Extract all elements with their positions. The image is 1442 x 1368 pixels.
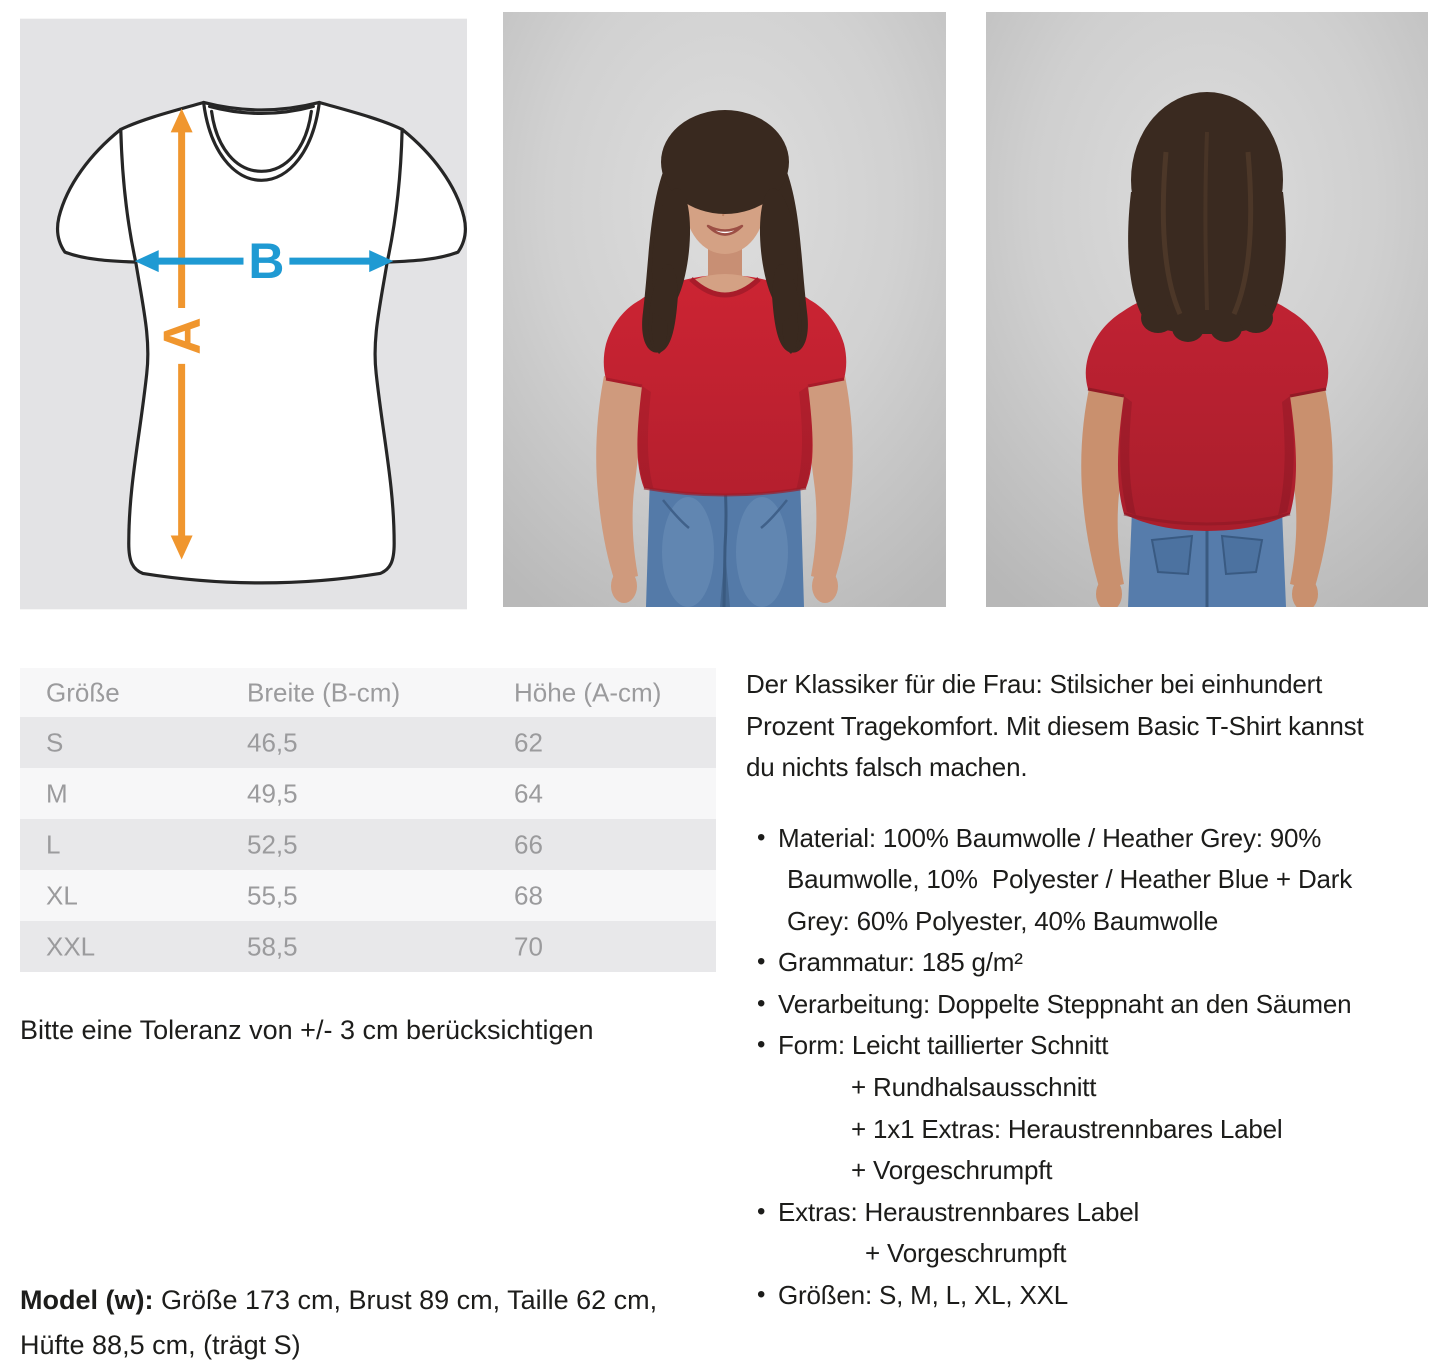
cell-height: 66 bbox=[514, 829, 543, 859]
cell-width: 52,5 bbox=[247, 829, 298, 859]
size-table bbox=[20, 668, 716, 972]
model-info-values: Größe 173 cm, Brust 89 cm, Taille 62 cm, bbox=[153, 1285, 658, 1315]
table-row-xl bbox=[20, 870, 716, 921]
cell-size: M bbox=[46, 778, 68, 808]
cell-size: XL bbox=[46, 880, 78, 910]
cell-size: XXL bbox=[46, 931, 96, 961]
cell-width: 55,5 bbox=[247, 880, 298, 910]
description-line: Grey: 60% Polyester, 40% Baumwolle bbox=[787, 906, 1219, 936]
description-line: + Rundhalsausschnitt bbox=[851, 1072, 1097, 1102]
model-info bbox=[20, 1278, 657, 1368]
product-description bbox=[746, 663, 1436, 1323]
hair-back bbox=[1128, 92, 1286, 342]
model-back-illustration bbox=[986, 12, 1428, 607]
hand-right bbox=[812, 569, 838, 603]
col-header-size: Größe bbox=[46, 677, 120, 707]
cell-width: 46,5 bbox=[247, 727, 298, 757]
description-line: + Vorgeschrumpft bbox=[865, 1238, 1067, 1268]
label-a: A bbox=[152, 317, 211, 355]
table-row-m bbox=[20, 768, 716, 819]
description-line: Der Klassiker für die Frau: Stilsicher bei einhundert bbox=[746, 669, 1323, 699]
label-b: B bbox=[248, 233, 285, 290]
cell-height: 62 bbox=[514, 727, 543, 757]
cell-height: 68 bbox=[514, 880, 543, 910]
description-line: Baumwolle, 10% Polyester / Heather Blue + Dark bbox=[787, 864, 1353, 894]
bullet-dot: • bbox=[757, 1281, 766, 1308]
model-front-illustration bbox=[503, 12, 946, 607]
cell-height: 64 bbox=[514, 778, 543, 808]
cell-height: 70 bbox=[514, 931, 543, 961]
cell-size: S bbox=[46, 727, 64, 757]
cell-width: 58,5 bbox=[247, 931, 298, 961]
tolerance-note: Bitte eine Toleranz von +/- 3 cm berücksichtigen bbox=[20, 1015, 594, 1045]
hand-left bbox=[611, 569, 637, 603]
description-bullet-grammatur: • Grammatur: 185 g/m² bbox=[746, 941, 1436, 983]
model-info-label: Model (w): bbox=[20, 1285, 154, 1315]
back-pocket-right bbox=[1222, 536, 1262, 574]
red-tshirt-front bbox=[604, 274, 847, 495]
description-line: + 1x1 Extras: Heraustrennbares Label bbox=[851, 1114, 1283, 1144]
bullet-dot: • bbox=[757, 824, 766, 851]
description-bullet-groessen: • Größen: S, M, L, XL, XXL bbox=[746, 1274, 1436, 1316]
col-header-width: Breite (B-cm) bbox=[247, 677, 401, 707]
bullet-dot: • bbox=[757, 948, 766, 975]
table-row-s bbox=[20, 717, 716, 768]
table-row-xxl bbox=[20, 921, 716, 972]
back-pocket-left bbox=[1152, 536, 1192, 574]
bullet-dot: • bbox=[757, 1198, 766, 1225]
table-header-row bbox=[20, 668, 716, 717]
cell-width: 49,5 bbox=[247, 778, 298, 808]
bullet-dot: • bbox=[757, 1031, 766, 1058]
cell-size: L bbox=[46, 829, 61, 859]
model-back-photo bbox=[986, 12, 1428, 607]
table-row-l bbox=[20, 819, 716, 870]
description-bullet-material: • Material: 100% Baumwolle / Heather Grey: 90% bbox=[746, 817, 1436, 859]
model-info-line2: Hüfte 88,5 cm, (trägt S) bbox=[20, 1330, 301, 1360]
description-line: du nichts falsch machen. bbox=[746, 752, 1028, 782]
size-diagram-illustration bbox=[20, 18, 467, 610]
bullet-dot: • bbox=[757, 990, 766, 1017]
description-bullet-extras: • Extras: Heraustrennbares Label bbox=[746, 1191, 1436, 1233]
description-line: Prozent Tragekomfort. Mit diesem Basic T-Shirt kannst bbox=[746, 711, 1364, 741]
description-line: + Vorgeschrumpft bbox=[851, 1155, 1053, 1185]
description-bullet-verarbeitung: • Verarbeitung: Doppelte Steppnaht an den Säumen bbox=[746, 983, 1436, 1025]
col-header-height: Höhe (A-cm) bbox=[514, 677, 662, 707]
size-diagram-panel bbox=[20, 18, 467, 610]
model-info-line1 bbox=[20, 1278, 657, 1323]
model-front-photo bbox=[503, 12, 946, 607]
description-bullet-form: • Form: Leicht taillierter Schnitt bbox=[746, 1024, 1436, 1066]
